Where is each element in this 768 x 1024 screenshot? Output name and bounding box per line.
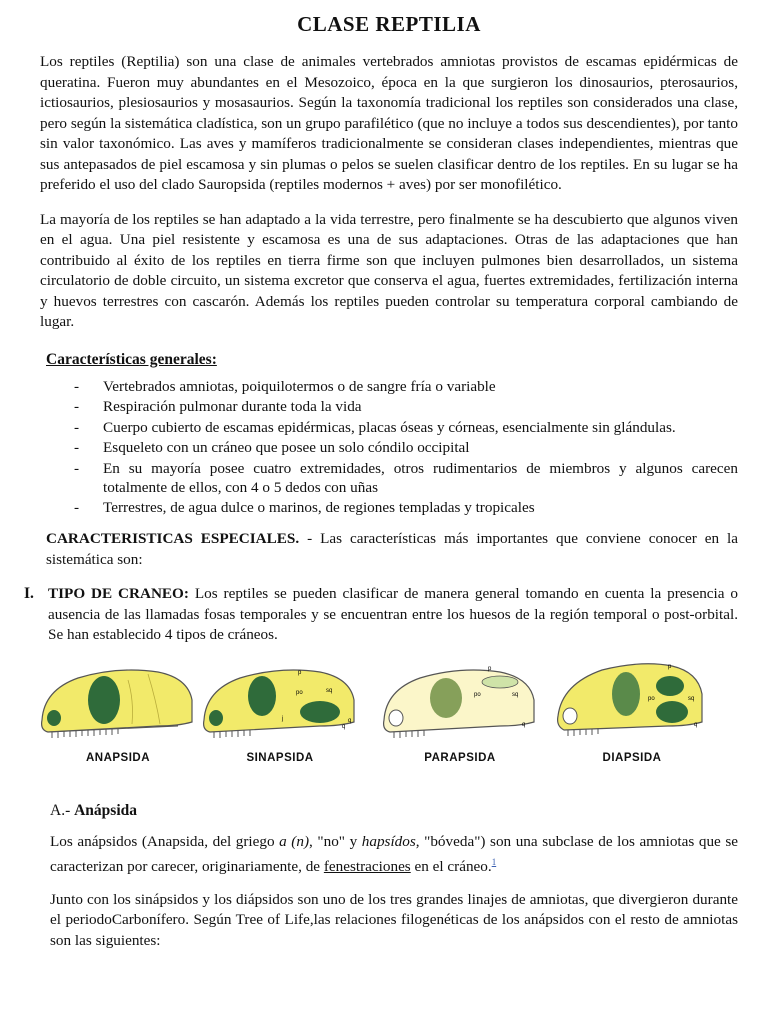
skull-label: SINAPSIDA	[246, 751, 314, 764]
anapsida-skull-drawing	[38, 660, 198, 746]
bullet-dash: -	[74, 459, 80, 477]
bullet-dash: -	[74, 418, 80, 436]
list-item: - En su mayoría posee cuatro extremidades, otros rudimentarios de miembros y algunos carecen totalmente de ellos, con 4 o 5 dedos con uñas	[74, 459, 738, 496]
bone-mark: q	[342, 723, 346, 730]
general-characteristics-heading: Características generales:	[46, 350, 217, 368]
bone-mark: sq	[512, 691, 519, 698]
bone-mark: q	[694, 721, 698, 728]
skull-types-figure	[40, 660, 738, 780]
skull-parapsida	[380, 660, 540, 764]
special-characteristics-paragraph: CARACTERISTICAS ESPECIALES. - Las características más importantes que conviene conocer en la sistemática son:	[46, 530, 738, 568]
skull-type-paragraph: TIPO DE CRANEO: Los reptiles se pueden clasificar de manera general tomando en cuenta la presencia o ausencia de las llamadas fosas temporales y se encuentran entre los huesos de la región temporal o post-orbital. Se han establecido 4 tipos de cráneos.	[48, 585, 738, 643]
bone-mark: j	[282, 715, 284, 722]
anapsida-paragraph: Los anápsidos (Anapsida, del griego a (n), "no" y hapsídos, "bóveda") son una subclase de los amniotas que se caracterizan por carecer, originariamente, de fenestraciones en el cráneo.$^1$	[50, 832, 739, 876]
page-title: CLASE REPTILIA	[297, 12, 481, 36]
bullet-dash: -	[74, 377, 80, 395]
lineages-paragraph: Junto con los sinápsidos y los diápsidos son uno de los tres grandes linajes de amniotas, que divergieron durante el periodoCarbonífero. Según Tree of Life,las relaciones filogenéticas de los anápsidos con el resto de amniotas son las siguientes:	[50, 890, 738, 949]
diapsida-skull-drawing	[552, 660, 712, 746]
section-number: I.	[24, 585, 34, 602]
adaptations-paragraph: La mayoría de los reptiles se han adaptado a la vida terrestre, pero finalmente se ha descubierto que algunos viven en el agua. Una piel resistente y escamosa es una de sus adaptaciones. Otras de las adaptaciones que han contribuido al éxito de los reptiles en tierra firme son que incluyen pulmones bien desarrollados, un sistema circulatorio de doble circuito, un sistema excretor que conserva el agua, fuertes extremidades, fertilización interna y huevos terrestres con cascarón. Además los reptiles pueden controlar su temperatura corporal cambiando de lugar.	[40, 210, 738, 330]
footnote-link[interactable]: 1	[491, 857, 497, 867]
skull-sinapsida	[200, 660, 360, 764]
list-item: - Vertebrados amniotas, poiquilotermos o de sangre fría o variable	[74, 377, 496, 395]
list-item: - Terrestres, de agua dulce o marinos, de regiones templadas y tropicales	[74, 499, 535, 516]
skull-label: ANAPSIDA	[85, 751, 151, 764]
general-characteristics-list	[40, 377, 738, 518]
bone-mark: q	[522, 721, 526, 728]
bone-mark: po	[296, 689, 303, 696]
list-item: - Esqueleto con un cráneo que posee un solo cóndilo occipital	[74, 439, 470, 456]
skull-label: PARAPSIDA	[424, 751, 496, 764]
bone-mark: p	[488, 665, 492, 672]
skull-label: DIAPSIDA	[602, 751, 662, 764]
skull-type-section	[24, 584, 738, 646]
sinapsida-skull-drawing	[200, 660, 360, 746]
bullet-dash: -	[74, 398, 80, 415]
anapsida-subheading: A.- Anápsida	[50, 801, 138, 819]
parapsida-skull-drawing	[380, 660, 540, 746]
bullet-dash: -	[74, 499, 80, 516]
special-characteristics-heading: CARACTERISTICAS ESPECIALES.	[46, 530, 300, 547]
fenestraciones-link[interactable]: fenestraciones	[323, 858, 411, 876]
list-item: - Cuerpo cubierto de escamas epidérmicas, placas óseas y córneas, esencialmente sin glándulas.	[74, 418, 676, 436]
skull-anapsida	[38, 660, 198, 764]
bone-mark: sq	[326, 687, 333, 694]
bone-mark: po	[648, 695, 655, 702]
bone-mark: sq	[688, 695, 695, 702]
list-item: - Respiración pulmonar durante toda la vida	[74, 398, 362, 415]
intro-paragraph: Los reptiles (Reptilia) son una clase de animales vertebrados amniotas provistos de escamas epidérmicas de queratina. Fueron muy abundantes en el Mesozoico, época en la que surgieron los dinosaurios, pterosaurios, ictiosaurios, plesiosaurios y mosasaurios. Según la taxonomía tradicional los reptiles son considerados una clase, pero según la sistemática cladística, son un grupo parafilético (que no incluye a todos sus descendientes), por tanto sin valor taxonómico. Las aves y mamíferos tradicionalmente se consideran clases independientes, mientras que sus antepasados de piel escamosa y sin plumas o pelos se suelen clasificar dentro de los reptiles. En su lugar se ha preferido el uso del clado Sauropsida (reptiles modernos + aves) por ser monofilético.	[40, 53, 738, 193]
bone-mark: q	[348, 717, 352, 724]
bullet-dash: -	[74, 439, 80, 456]
skull-type-heading: TIPO DE CRANEO:	[48, 585, 189, 602]
bone-mark: p	[668, 663, 672, 670]
skull-diapsida	[552, 660, 712, 764]
bone-mark: po	[474, 691, 481, 698]
bone-mark: p	[298, 669, 302, 676]
